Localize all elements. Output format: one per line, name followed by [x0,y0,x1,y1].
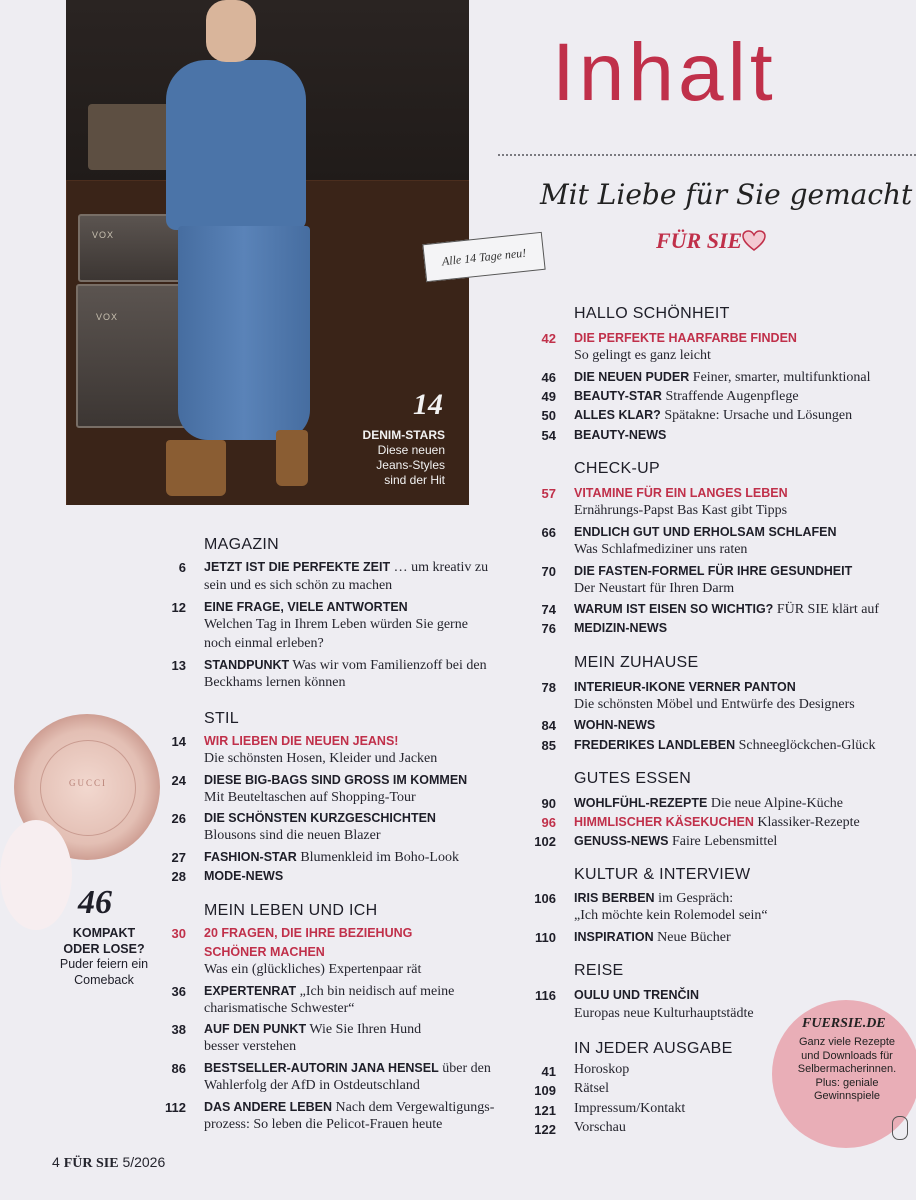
toc-subline: Was Schlafmediziner uns raten [574,542,748,557]
page-number: 116 [535,988,556,1003]
toc-entry[interactable] [574,562,852,581]
toc-subline: Der Neustart für Ihren Darm [574,581,735,596]
web-promo-line: Gewinnspiele [813,1090,881,1102]
page-number: 84 [541,718,556,733]
toc-entry[interactable] [204,1020,421,1039]
photo-headline: DENIM-STARS [362,428,445,442]
toc-text: Nach dem Vergewaltigungs- [332,1100,495,1115]
page-number: 24 [171,773,186,788]
web-promo-line: Plus: geniale [815,1076,879,1089]
brand-logo: FÜR SIE [656,228,743,253]
section-title-checkup: CHECK-UP [574,460,660,477]
page-footer [52,1154,165,1172]
toc-entry[interactable] [204,771,467,790]
page-number: 76 [541,621,556,636]
page-number: 74 [541,602,556,617]
compact-headline: ODER LOSE? [63,941,145,956]
page-number: 30 [171,926,186,941]
photo-caption-line: Jeans-Styles [376,458,445,472]
web-promo-text [780,1036,914,1104]
model-denim-jacket [166,60,306,230]
section-title-stil: STIL [204,710,239,727]
page-number: 54 [541,428,556,443]
toc-entry[interactable] [204,732,398,751]
toc-entry[interactable]: Impressum/Kontakt [574,1101,686,1116]
powder-puff-image [0,820,72,930]
toc-entry[interactable] [574,889,733,908]
toc-entry[interactable]: Horoskop [574,1062,630,1077]
toc-subline: So gelingt es ganz leicht [574,348,711,363]
toc-subline: sein und es sich schön zu machen [204,578,393,593]
page-number: 42 [541,331,556,346]
toc-text: Neue Bücher [653,930,731,945]
issue-badge: Alle 14 Tage neu! [422,232,545,282]
toc-entry[interactable] [574,832,777,851]
toc-headline: FREDERIKES LANDLEBEN [574,738,736,752]
tape-recorder [88,104,176,170]
page-number: 70 [541,564,556,579]
section-title-leben: MEIN LEBEN UND ICH [204,902,378,919]
toc-entry[interactable] [574,928,731,947]
mouse-icon [892,1116,908,1140]
toc-text: Schneeglöckchen-Glück [735,738,876,753]
toc-headline: BEAUTY-NEWS [574,428,667,442]
photo-page-number: 14 [413,388,443,421]
toc-subline: „Ich möchte kein Rolemodel sein“ [574,908,768,923]
toc-entry[interactable] [204,656,487,675]
toc-headline: OULU UND TRENČIN [574,988,699,1002]
page-number: 38 [171,1022,186,1037]
page-number: 28 [171,869,186,884]
toc-headline: DIE NEUEN PUDER [574,370,690,384]
toc-headline: SCHÖNER MACHEN [204,945,325,959]
toc-headline: DIESE BIG-BAGS SIND GROSS IM KOMMEN [204,773,468,787]
toc-entry[interactable] [574,484,788,503]
section-title-magazin: MAGAZIN [204,536,279,553]
slogan: Mit Liebe für Sie gemacht [540,178,913,211]
toc-entry[interactable] [204,867,283,886]
toc-entry[interactable] [204,943,325,962]
page-number: 66 [541,525,556,540]
toc-entry[interactable] [574,387,799,406]
section-title-ausgabe: IN JEDER AUSGABE [574,1040,733,1057]
compact-caption [44,926,164,988]
compact-text: Comeback [74,972,134,987]
toc-text: … um kreativ zu [390,560,489,575]
page-title: Inhalt [552,27,777,118]
toc-entry[interactable] [204,558,488,577]
toc-headline: FASHION-STAR [204,850,297,864]
toc-headline: AUF DEN PUNKT [204,1022,307,1036]
toc-subline: Die schönsten Hosen, Kleider und Jacken [204,751,438,766]
toc-subline: Was ein (glückliches) Expertenpaar rät [204,962,422,977]
toc-entry[interactable] [204,809,436,828]
toc-headline: MODE-NEWS [204,869,284,883]
toc-headline: INSPIRATION [574,930,654,944]
amp-brand-label: VOX [92,230,115,240]
toc-entry[interactable] [574,523,837,542]
page-number: 86 [171,1061,186,1076]
toc-entry[interactable]: Rätsel [574,1081,609,1096]
page-number: 27 [171,850,186,865]
toc-text: im Gespräch: [654,891,734,906]
page-number: 50 [541,408,556,423]
toc-entry[interactable] [574,716,655,735]
web-promo-line: Ganz viele Rezepte [799,1036,895,1048]
compact-text: Puder feiern ein [59,957,149,971]
toc-text: Straffende Augenpflege [661,389,799,404]
toc-headline: DIE PERFEKTE HAARFARBE FINDEN [574,331,797,345]
photo-caption [305,428,445,488]
amp-brand-label: VOX [96,312,119,322]
toc-entry[interactable] [574,736,875,755]
toc-entry[interactable] [204,924,412,943]
toc-headline: DAS ANDERE LEBEN [204,1100,333,1114]
toc-entry[interactable] [574,678,796,697]
toc-headline: ALLES KLAR? [574,408,661,422]
toc-text: Blumenkleid im Boho-Look [296,850,459,865]
page-number: 121 [534,1103,556,1118]
toc-entry[interactable]: Vorschau [574,1120,626,1135]
page-number: 46 [541,370,556,385]
toc-entry[interactable] [574,813,860,832]
page-number: 13 [171,658,186,673]
web-promo-line: und Downloads für [801,1049,893,1062]
section-title-kultur: KULTUR & INTERVIEW [574,866,751,883]
toc-headline: DIE SCHÖNSTEN KURZGESCHICHTEN [204,811,436,825]
toc-text: Klassiker-Rezepte [753,815,860,830]
toc-headline: IRIS BERBEN [574,891,655,905]
toc-entry[interactable] [204,598,408,617]
toc-headline: ENDLICH GUT UND ERHOLSAM SCHLAFEN [574,525,837,539]
page-number: 49 [541,389,556,404]
toc-entry[interactable] [204,848,459,867]
toc-text: Feiner, smarter, multifunktional [689,370,871,385]
toc-entry[interactable] [574,600,879,619]
page-number: 102 [534,834,556,849]
toc-headline: WOHLFÜHL-REZEPTE [574,796,708,810]
toc-entry[interactable] [574,794,843,813]
compact-brand: GUCCI [68,778,107,788]
toc-headline: INTERIEUR-IKONE VERNER PANTON [574,680,796,694]
toc-subline: besser verstehen [204,1039,297,1054]
toc-entry[interactable] [574,406,852,425]
page-number: 96 [541,815,556,830]
toc-subline: Ernährungs-Papst Bas Kast gibt Tipps [574,503,788,518]
toc-subline: Welchen Tag in Ihrem Leben würden Sie gerne [204,617,468,632]
toc-entry[interactable] [574,426,666,445]
toc-entry[interactable] [574,368,894,387]
toc-headline: JETZT IST DIE PERFEKTE ZEIT [204,560,391,574]
toc-subline: noch einmal erleben? [204,636,324,651]
toc-headline: STANDPUNKT [204,658,290,672]
toc-subline: Blousons sind die neuen Blazer [204,828,381,843]
toc-subline: prozess: So leben die Pelicot-Frauen heute [204,1117,443,1132]
section-title-reise: REISE [574,962,624,979]
web-promo-title[interactable]: FUERSIE.DE [802,1016,886,1031]
page-number: 41 [541,1064,556,1079]
footer-issue: 5/2026 [122,1154,166,1170]
page-number: 57 [541,486,556,501]
toc-text: Spätakne: Ursache und Lösungen [660,408,853,423]
toc-headline: WARUM IST EISEN SO WICHTIG? [574,602,774,616]
page-number: 106 [534,891,556,906]
web-promo-line: Selbermacherinnen. [797,1063,897,1075]
page-number: 6 [178,560,186,575]
right-boot [276,430,308,486]
toc-entry[interactable] [204,1059,491,1078]
photo-caption-line: sind der Hit [384,473,445,487]
footer-brand: FÜR SIE [63,1156,119,1171]
page-number: 14 [171,734,186,749]
toc-subline: Wahlerfolg der AfD in Ostdeutschland [204,1078,420,1093]
page-number: 26 [171,811,186,826]
section-title-essen: GUTES ESSEN [574,770,692,787]
section-title-schoenheit: HALLO SCHÖNHEIT [574,305,730,322]
page-number: 36 [171,984,186,999]
toc-text: FÜR SIE klärt auf [773,602,880,617]
page-number: 90 [541,796,556,811]
left-boot [166,440,226,496]
photo-caption-line: Diese neuen [377,443,445,457]
page-number: 85 [541,738,556,753]
page-number: 112 [165,1100,186,1115]
toc-entry[interactable] [574,619,667,638]
toc-headline: EINE FRAGE, VIELE ANTWORTEN [204,600,408,614]
dotted-divider [498,154,916,156]
toc-entry[interactable] [204,1098,494,1117]
page-number: 78 [541,680,556,695]
footer-page-number: 4 [52,1154,60,1170]
toc-headline: BESTSELLER-AUTORIN JANA HENSEL [204,1061,439,1075]
toc-text: über den [438,1061,491,1076]
page-number: 110 [535,930,556,945]
cover-photo [66,0,469,505]
heart-icon [742,230,766,252]
toc-subline: Die schönsten Möbel und Entwürfe des Designers [574,697,855,712]
toc-subline: Mit Beuteltaschen auf Shopping-Tour [204,790,416,805]
toc-headline: 20 FRAGEN, DIE IHRE BEZIEHUNG [204,926,413,940]
section-title-zuhause: MEIN ZUHAUSE [574,654,699,671]
toc-text: Die neue Alpine-Küche [707,796,844,811]
model-jeans [178,226,310,440]
toc-subline: charismatische Schwester“ [204,1001,355,1016]
toc-entry[interactable] [204,982,454,1001]
compact-headline: KOMPAKT [72,926,136,940]
toc-headline: WIR LIEBEN DIE NEUEN JEANS! [204,734,399,748]
toc-text: Was wir vom Familienzoff bei den [289,658,487,673]
toc-headline: HIMMLISCHER KÄSEKUCHEN [574,815,754,829]
toc-headline: DIE FASTEN-FORMEL FÜR IHRE GESUNDHEIT [574,564,853,578]
compact-page-number: 46 [78,884,112,921]
page-number: 12 [171,600,186,615]
toc-headline: GENUSS-NEWS [574,834,669,848]
toc-text: Wie Sie Ihren Hund [306,1022,422,1037]
page-number: 109 [534,1083,556,1098]
toc-entry[interactable] [574,329,797,348]
toc-text: „Ich bin neidisch auf meine [296,984,455,999]
toc-headline: EXPERTENRAT [204,984,297,998]
model-face [206,0,256,62]
page-number: 122 [534,1122,556,1137]
toc-text: Faire Lebensmittel [668,834,778,849]
toc-subline: Europas neue Kulturhauptstädte [574,1006,754,1021]
toc-headline: BEAUTY-STAR [574,389,662,403]
toc-headline: MEDIZIN-NEWS [574,621,668,635]
toc-subline: Beckhams lernen können [204,675,346,690]
toc-entry[interactable] [574,986,699,1005]
toc-headline: VITAMINE FÜR EIN LANGES LEBEN [574,486,788,500]
toc-headline: WOHN-NEWS [574,718,656,732]
